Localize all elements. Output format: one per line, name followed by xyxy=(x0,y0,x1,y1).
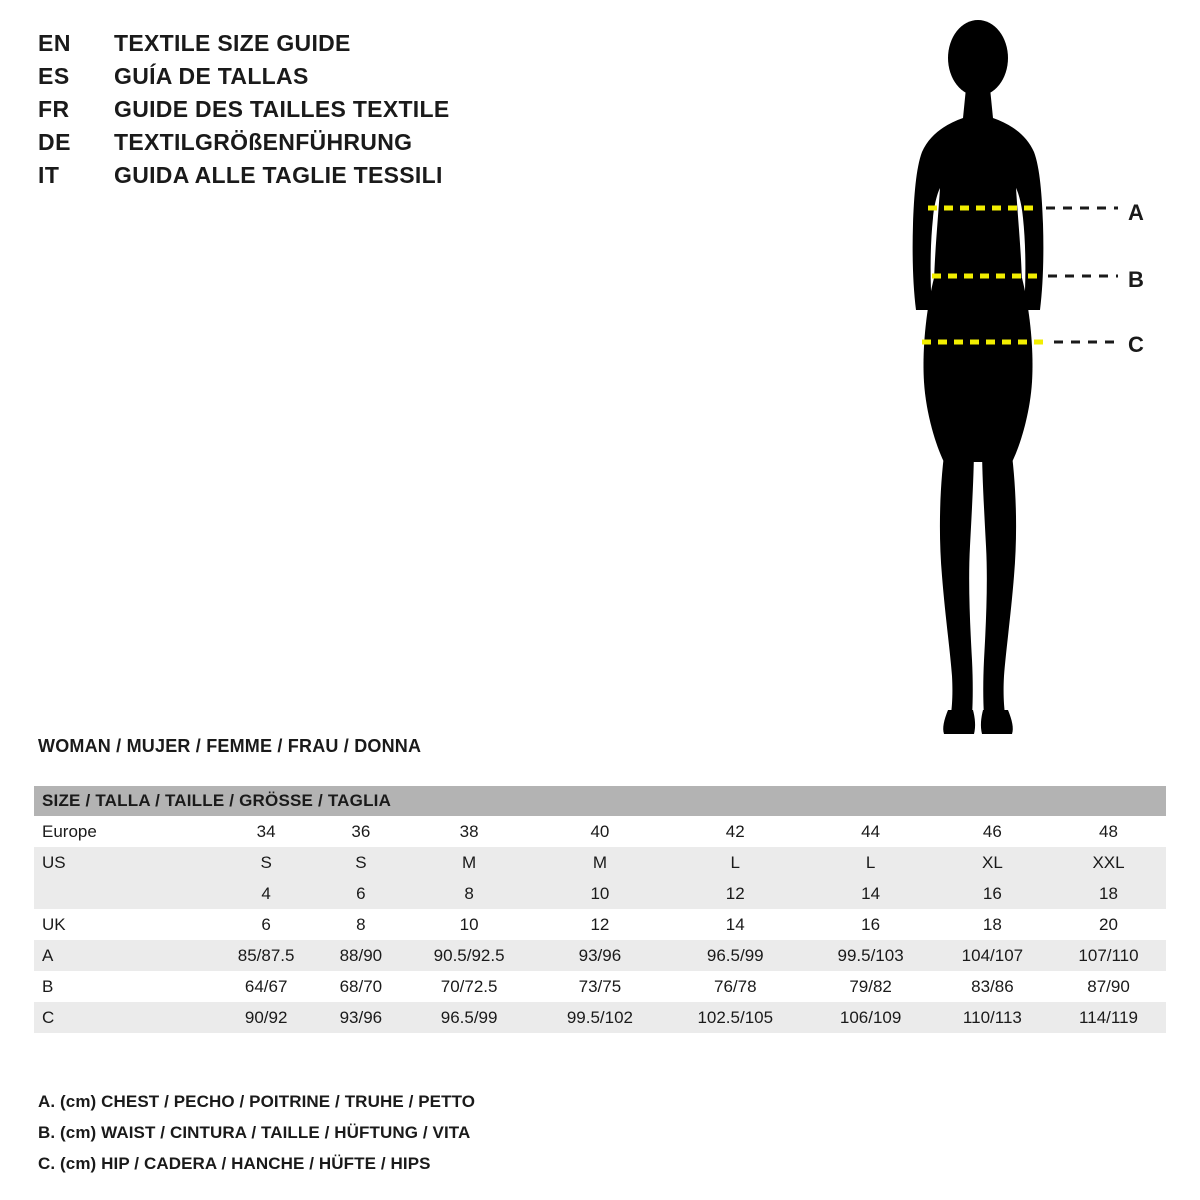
title-row-de xyxy=(38,129,558,162)
table-row xyxy=(34,1002,1166,1033)
cell: 12 xyxy=(537,909,663,940)
cell: S xyxy=(212,847,320,878)
cell: 46 xyxy=(934,816,1051,847)
measure-label-c: C xyxy=(1128,332,1144,357)
cell: M xyxy=(537,847,663,878)
cell: 93/96 xyxy=(537,940,663,971)
cell: 87/90 xyxy=(1051,971,1166,1002)
title-text-it: GUIDA ALLE TAGLIE TESSILI xyxy=(114,162,443,188)
section-heading: WOMAN / MUJER / FEMME / FRAU / DONNA xyxy=(38,736,422,756)
row-label-europe: Europe xyxy=(34,816,212,847)
cell: 8 xyxy=(401,878,536,909)
title-text-en: TEXTILE SIZE GUIDE xyxy=(114,30,351,56)
cell: 114/119 xyxy=(1051,1002,1166,1033)
cell: 18 xyxy=(934,909,1051,940)
cell: 10 xyxy=(401,909,536,940)
footnote-a: A. (cm) CHEST / PECHO / POITRINE / TRUHE / PETTO xyxy=(38,1092,476,1111)
cell: 88/90 xyxy=(320,940,401,971)
row-label-a: A xyxy=(34,940,212,971)
female-silhouette-icon xyxy=(860,10,1190,750)
cell: 12 xyxy=(663,878,807,909)
cell: XXL xyxy=(1051,847,1166,878)
row-label-uk: UK xyxy=(34,909,212,940)
cell: L xyxy=(807,847,933,878)
cell: 44 xyxy=(807,816,933,847)
cell: 64/67 xyxy=(212,971,320,1002)
cell: L xyxy=(663,847,807,878)
cell: 68/70 xyxy=(320,971,401,1002)
title-block xyxy=(38,30,558,195)
cell: 85/87.5 xyxy=(212,940,320,971)
cell: 104/107 xyxy=(934,940,1051,971)
cell: 73/75 xyxy=(537,971,663,1002)
measure-label-a: A xyxy=(1128,200,1144,225)
title-text-es: GUÍA DE TALLAS xyxy=(114,63,309,89)
cell: 90.5/92.5 xyxy=(401,940,536,971)
title-row-it xyxy=(38,162,558,195)
table-row xyxy=(34,909,1166,940)
title-lang-en: EN xyxy=(38,30,71,56)
cell: 79/82 xyxy=(807,971,933,1002)
cell: S xyxy=(320,847,401,878)
cell: M xyxy=(401,847,536,878)
cell: 70/72.5 xyxy=(401,971,536,1002)
title-row-es xyxy=(38,63,558,96)
title-text-de: TEXTILGRÖßENFÜHRUNG xyxy=(114,129,413,155)
cell: 4 xyxy=(212,878,320,909)
cell: 38 xyxy=(401,816,536,847)
cell: 18 xyxy=(1051,878,1166,909)
cell: 83/86 xyxy=(934,971,1051,1002)
table-row xyxy=(34,971,1166,1002)
title-row-fr xyxy=(38,96,558,129)
cell: 16 xyxy=(807,909,933,940)
cell: 90/92 xyxy=(212,1002,320,1033)
table-row xyxy=(34,847,1166,878)
table-row xyxy=(34,940,1166,971)
body-figure xyxy=(860,10,1190,750)
cell: 6 xyxy=(320,878,401,909)
cell: 40 xyxy=(537,816,663,847)
title-lang-fr: FR xyxy=(38,96,70,122)
footnote-c: C. (cm) HIP / CADERA / HANCHE / HÜFTE / HIPS xyxy=(38,1154,431,1173)
cell: 107/110 xyxy=(1051,940,1166,971)
size-table xyxy=(34,786,1166,1033)
cell: 106/109 xyxy=(807,1002,933,1033)
title-lang-es: ES xyxy=(38,63,70,89)
row-label-us: US xyxy=(34,847,212,878)
footnotes xyxy=(38,1086,475,1179)
cell: 76/78 xyxy=(663,971,807,1002)
cell: 10 xyxy=(537,878,663,909)
cell: 48 xyxy=(1051,816,1166,847)
cell: 16 xyxy=(934,878,1051,909)
footnote-b: B. (cm) WAIST / CINTURA / TAILLE / HÜFTUNG / VITA xyxy=(38,1123,471,1142)
cell: 34 xyxy=(212,816,320,847)
cell: 102.5/105 xyxy=(663,1002,807,1033)
cell: 96.5/99 xyxy=(401,1002,536,1033)
cell: 6 xyxy=(212,909,320,940)
cell: 36 xyxy=(320,816,401,847)
table-row xyxy=(34,878,1166,909)
title-text-fr: GUIDE DES TAILLES TEXTILE xyxy=(114,96,450,122)
cell: 99.5/102 xyxy=(537,1002,663,1033)
cell: XL xyxy=(934,847,1051,878)
cell: 96.5/99 xyxy=(663,940,807,971)
table-row xyxy=(34,816,1166,847)
cell: 99.5/103 xyxy=(807,940,933,971)
row-label-us-numeric xyxy=(34,878,212,909)
cell: 110/113 xyxy=(934,1002,1051,1033)
table-header-row xyxy=(34,786,1166,816)
cell: 14 xyxy=(663,909,807,940)
cell: 42 xyxy=(663,816,807,847)
row-label-b: B xyxy=(34,971,212,1002)
cell: 8 xyxy=(320,909,401,940)
table-header-label: SIZE / TALLA / TAILLE / GRÖSSE / TAGLIA xyxy=(34,786,1166,816)
row-label-c: C xyxy=(34,1002,212,1033)
title-row-en xyxy=(38,30,558,63)
title-lang-de: DE xyxy=(38,129,71,155)
title-lang-it: IT xyxy=(38,162,60,188)
cell: 93/96 xyxy=(320,1002,401,1033)
measure-label-b: B xyxy=(1128,267,1144,292)
cell: 14 xyxy=(807,878,933,909)
cell: 20 xyxy=(1051,909,1166,940)
